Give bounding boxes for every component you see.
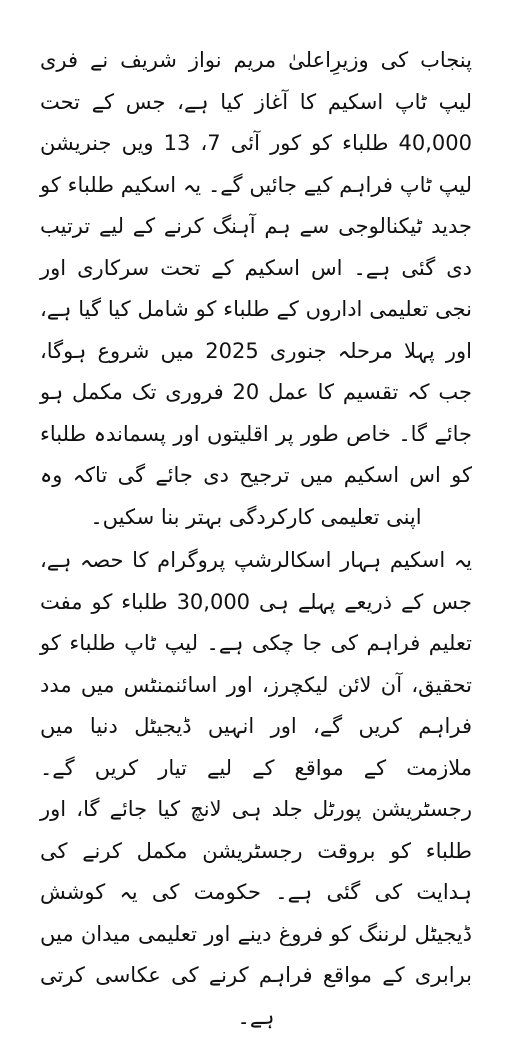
paragraph-laptop-scheme: پنجاب کی وزیرِاعلیٰ مریم نواز شریف نے فری لیپ ٹاپ اسکیم کا آغاز کیا ہے، جس کے تحت 40,000 طلباء کو کور آئی 7، 13 ویں جنریشن لیپ ٹاپ فراہم کیے جائیں گے۔ یہ اسکیم طلباء کو جدید ٹیکنالوجی سے ہم آہنگ کرنے کے لیے ترتیب دی گئی ہے۔ اس اسکیم کے تحت سرکاری اور نجی تعلیمی اداروں کے طلباء کو شامل کیا گیا ہے، اور پہلا مرحلہ جنوری 2025 میں شروع ہوگا، جب کہ تقسیم کا عمل 20 فروری تک مکمل ہو جائے گا۔ خاص طور پر اقلیتوں اور پسماندہ طلباء کو اس اسکیم میں ترجیح دی جائے گی تاکہ وہ اپنی تعلیمی کارکردگی بہتر بنا سکیں۔ [40,48,473,529]
paragraph-scholarship-program: یہ اسکیم ہہار اسکالرشپ پروگرام کا حصہ ہے، جس کے ذریعے پہلے ہی 30,000 طلباء کو مفت تعلیم فراہم کی جا چکی ہے۔ لیپ ٹاپ طلباء کو تحقیق، آن لائن لیکچرز، اور اسائنمنٹس میں مدد فراہم کریں گے، اور انہیں ڈیجیٹل دنیا میں ملازمت کے مواقع کے لیے تیار کریں گے۔ رجسٹریشن پورٹل جلد ہی لانچ کیا جائے گا، اور طلباء کو بروقت رجسٹریشن مکمل کرنے کی ہدایت کی گئی ہے۔ حکومت کی یہ کوشش ڈیجیٹل لرننگ کو فروغ دینے اور تعلیمی میدان میں برابری کے مواقع فراہم کرنے کی عکاسی کرتی ہے۔ [40,548,473,1029]
article-body [40,40,472,1038]
